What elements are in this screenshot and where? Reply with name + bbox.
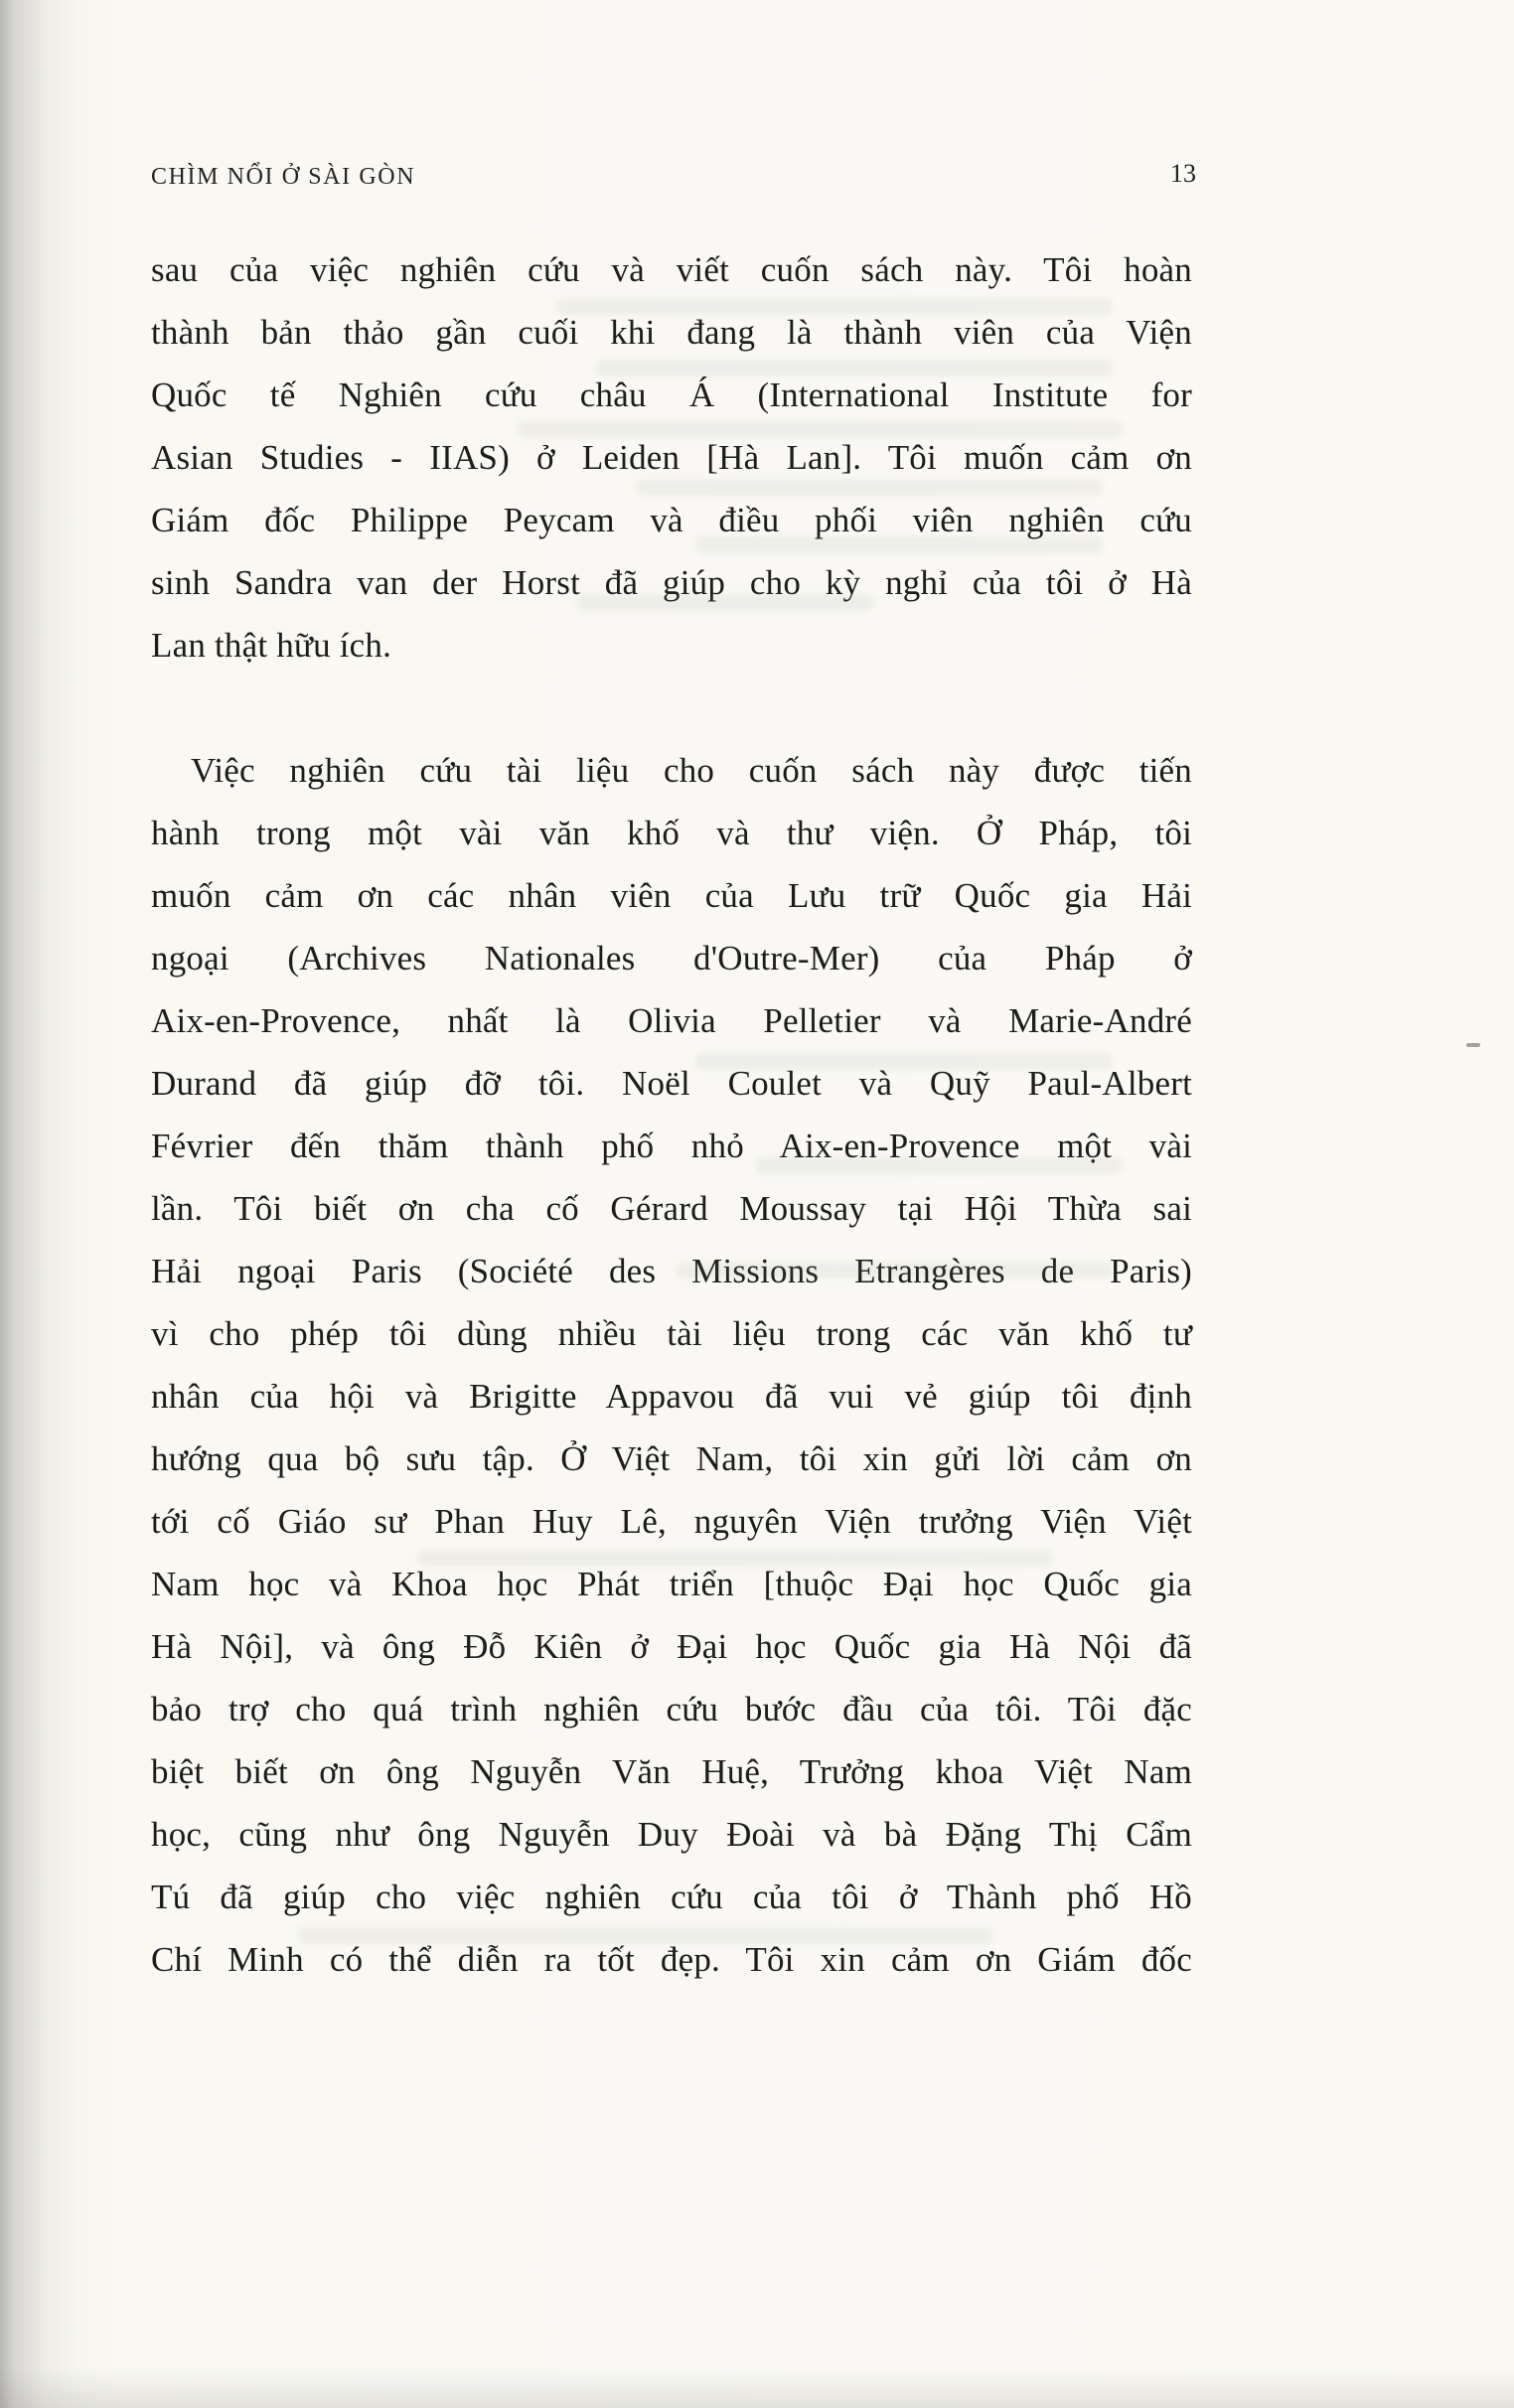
text-line: hành trong một vài văn khố và thư viện. Ở Pháp, tôi bbox=[151, 814, 1192, 852]
scan-speck bbox=[1466, 1043, 1480, 1047]
page-number: 13 bbox=[1170, 159, 1196, 188]
text-line: Nam học và Khoa học Phát triển [thuộc Đại học Quốc gia bbox=[151, 1565, 1192, 1603]
text-line: vì cho phép tôi dùng nhiều tài liệu trong các văn khố tư bbox=[151, 1314, 1192, 1353]
text-line: lần. Tôi biết ơn cha cố Gérard Moussay tại Hội Thừa sai bbox=[151, 1189, 1192, 1228]
text-line: hướng qua bộ sưu tập. Ở Việt Nam, tôi xin gửi lời cảm ơn bbox=[151, 1439, 1192, 1478]
paragraph-1 bbox=[151, 238, 1192, 677]
running-header: CHÌM NỔI Ở SÀI GÒN bbox=[151, 164, 416, 190]
text-line: Lan thật hữu ích. bbox=[151, 626, 392, 665]
text-line: bảo trợ cho quá trình nghiên cứu bước đầu của tôi. Tôi đặc bbox=[151, 1690, 1192, 1729]
text-line: Durand đã giúp đỡ tôi. Noël Coulet và Quỹ Paul-Albert bbox=[151, 1064, 1192, 1103]
text-line: muốn cảm ơn các nhân viên của Lưu trữ Quốc gia Hải bbox=[151, 876, 1192, 915]
text-line: sau của việc nghiên cứu và viết cuốn sách này. Tôi hoàn bbox=[151, 250, 1192, 289]
text-line: thành bản thảo gần cuối khi đang là thành viên của Viện bbox=[151, 313, 1192, 352]
text-line: ngoại (Archives Nationales d'Outre-Mer) của Pháp ở bbox=[151, 939, 1192, 978]
body-text bbox=[151, 238, 1192, 1991]
text-line: Chí Minh có thể diễn ra tốt đẹp. Tôi xin cảm ơn Giám đốc bbox=[151, 1940, 1192, 1979]
text-line: Aix-en-Provence, nhất là Olivia Pelletier và Marie-André bbox=[151, 1001, 1192, 1040]
text-line: học, cũng như ông Nguyễn Duy Đoài và bà Đặng Thị Cẩm bbox=[151, 1815, 1192, 1854]
text-line: Tú đã giúp cho việc nghiên cứu của tôi ở Thành phố Hồ bbox=[151, 1878, 1192, 1916]
text-line: tới cố Giáo sư Phan Huy Lê, nguyên Viện trưởng Viện Việt bbox=[151, 1502, 1192, 1541]
paragraph-2 bbox=[151, 739, 1192, 1991]
text-line: Février đến thăm thành phố nhỏ Aix-en-Provence một vài bbox=[151, 1127, 1192, 1165]
text-line: Việc nghiên cứu tài liệu cho cuốn sách này được tiến bbox=[191, 751, 1192, 790]
text-line: nhân của hội và Brigitte Appavou đã vui vẻ giúp tôi định bbox=[151, 1377, 1192, 1416]
text-line: Hà Nội], và ông Đỗ Kiên ở Đại học Quốc gia Hà Nội đã bbox=[151, 1627, 1192, 1666]
text-line: sinh Sandra van der Horst đã giúp cho kỳ nghỉ của tôi ở Hà bbox=[151, 563, 1192, 602]
text-line: Asian Studies - IIAS) ở Leiden [Hà Lan]. Tôi muốn cảm ơn bbox=[151, 438, 1192, 477]
text-line: Hải ngoại Paris (Société des Missions Etrangères de Paris) bbox=[151, 1252, 1192, 1290]
text-line: biệt biết ơn ông Nguyễn Văn Huệ, Trưởng khoa Việt Nam bbox=[151, 1752, 1192, 1791]
text-line: Giám đốc Philippe Peycam và điều phối viên nghiên cứu bbox=[151, 501, 1192, 539]
text-line: Quốc tế Nghiên cứu châu Á (International Institute for bbox=[151, 376, 1192, 414]
